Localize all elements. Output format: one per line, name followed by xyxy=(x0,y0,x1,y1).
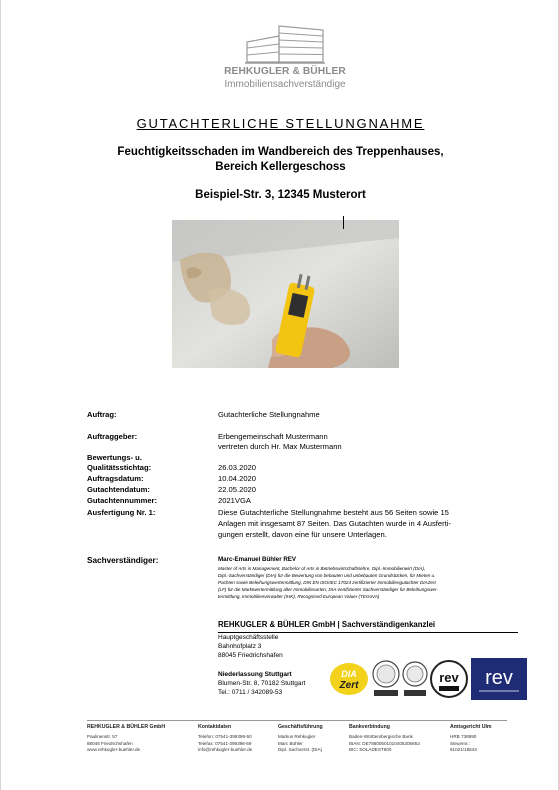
auftragsdatum-value: 10.04.2020 xyxy=(218,474,257,483)
footer-bank-line: Baden-Württembergische Bank xyxy=(349,734,413,740)
branch-street: Blumen-Str. 8, 70182 Stuttgart xyxy=(218,679,306,687)
footer-management-heading: Geschäftsführung xyxy=(278,724,323,730)
hq-street: Bahnhofplatz 3 xyxy=(218,642,262,650)
footer-contact-line: Telefon: 07541-399398-50 xyxy=(198,734,252,740)
property-address: Beispiel-Str. 3, 12345 Musterort xyxy=(195,189,366,201)
subtitle-line-2: Bereich Kellergeschoss xyxy=(215,161,346,173)
auftraggeber-label: Auftraggeber: xyxy=(87,432,138,441)
expert-desc-line: Pachten sowie Beleihungswertermittlung, DIN EN ISO/IEC 17024 zertifizierter Immobiliengutachter DIAZert xyxy=(218,579,436,585)
marketvalue-seal-1 xyxy=(371,659,401,699)
damage-photo xyxy=(172,220,399,368)
document-title: GUTACHTERLICHE STELLUNGNAHME xyxy=(136,116,425,131)
footer-contact-heading: Kontaktdaten xyxy=(198,724,232,730)
marketvalue-seal-2 xyxy=(401,659,429,699)
footer-company xyxy=(87,724,165,753)
footer-management-line: Dipl. Sachverst. (DIA) xyxy=(278,746,323,752)
ausfertigung-line-3: gungen erstellt, davon eine für unsere Unterlagen. xyxy=(218,530,387,539)
qualitaetsstichtag-value: 26.03.2020 xyxy=(218,463,257,472)
ausfertigung-line-1: Diese Gutachterliche Stellungnahme besteht aus 56 Seiten sowie 15 xyxy=(218,508,449,517)
expert-desc-line: termittlung, Immobilienverwalter (IHK), Recognised European Valuer (TEGoVA) xyxy=(218,593,380,599)
rev-seal-badge xyxy=(430,660,468,698)
firm-divider xyxy=(218,632,518,633)
headquarters-address xyxy=(218,634,283,660)
footer-bank-heading: Bankverbindung xyxy=(349,724,390,730)
dia-badge-text: DIA xyxy=(341,669,357,679)
footer-court xyxy=(450,724,492,753)
footer-management xyxy=(278,724,323,753)
footer-bank-line: BIC: SOLADEST600 xyxy=(349,746,392,752)
hq-city: 88045 Friedrichshafen xyxy=(218,651,283,659)
rev-seal-text: rev xyxy=(439,670,459,685)
ausfertigung-label: Ausfertigung Nr. 1: xyxy=(87,508,156,517)
company-logo xyxy=(220,24,350,94)
branch-phone: Tel.: 0711 / 342089-53 xyxy=(218,688,283,696)
document-subtitle xyxy=(101,145,460,175)
qualitaetsstichtag-label: Qualitätsstichtag: xyxy=(87,463,152,472)
footer-court-line: 61021/18543 xyxy=(450,746,477,752)
footer-company-heading: REHKUGLER & BÜHLER GmbH xyxy=(87,724,166,730)
gutachtendatum-value: 22.05.2020 xyxy=(218,485,257,494)
auftrag-value: Gutachterliche Stellungnahme xyxy=(218,410,320,419)
footer-court-heading: Amtsgericht Ulm xyxy=(450,724,492,730)
sachverstaendiger-label: Sachverständiger: xyxy=(87,556,159,565)
footer-company-line: 88046 Friedrichshafen xyxy=(87,740,133,746)
text-cursor xyxy=(343,216,344,229)
footer-company-line: Paulinenstr. 57 xyxy=(87,734,118,740)
expert-name: Marc-Emanuel Bühler REV xyxy=(218,556,297,563)
auftragsdatum-label: Auftragsdatum: xyxy=(87,474,144,483)
expert-desc-line: (LF) für die Marktwertermittlung aller Immobilienarten, DIA-zertifizierter Sachverständiger für Beleihungswer- xyxy=(218,586,438,592)
subtitle-line-1: Feuchtigkeitsschaden im Wandbereich des Treppenhauses, xyxy=(117,146,444,158)
bewertung-label: Bewertungs- u. xyxy=(87,453,142,462)
expert-desc-line: Master of Arts in Management, Bachelor of Arts in Betriebswirtschaftslehre, Dipl.-Immobilienwirt (DIA), xyxy=(218,566,426,571)
gutachtendatum-label: Gutachtendatum: xyxy=(87,485,150,494)
footer-bank xyxy=(349,724,420,753)
hq-label: Hauptgeschäftsstelle xyxy=(218,634,279,641)
footer-court-line: HRB 738990 xyxy=(450,734,477,740)
logo-subtitle: Immobiliensachverständige xyxy=(224,79,346,90)
footer-contact-line: Telefax: 07541-399398-59 xyxy=(198,740,252,746)
rev-logo-badge xyxy=(471,658,527,700)
expert-desc-line: Dipl.-Sachverständiger (DIA) für die Bewertung von bebauten und unbebauten Grundstücken, für Mieten u. xyxy=(218,572,436,578)
firm-name: REHKUGLER & BÜHLER GmbH | Sachverständigenkanzlei xyxy=(218,620,436,629)
logo-name: REHKUGLER & BÜHLER xyxy=(224,66,346,77)
footer-contact-email[interactable]: info@rehkugler-buehler.de xyxy=(198,746,253,752)
building-logo-icon xyxy=(245,24,325,64)
rev-logo-text: rev xyxy=(485,667,513,689)
gutachtennummer-label: Gutachtennummer: xyxy=(87,496,158,505)
branch-address xyxy=(218,671,305,697)
auftrag-label: Auftrag: xyxy=(87,410,117,419)
footer-divider xyxy=(87,720,507,721)
expert-qualifications xyxy=(218,566,493,601)
gutachtennummer-value: 2021VGA xyxy=(218,496,251,505)
footer-court-line: Steuernr.: xyxy=(450,740,470,746)
footer-management-line: Marc Bühler xyxy=(278,740,303,746)
footer-contact xyxy=(198,724,252,753)
auftraggeber-value-1: Erbengemeinschaft Mustermann xyxy=(218,432,328,441)
branch-label: Niederlassung Stuttgart xyxy=(218,671,292,678)
footer-management-line: Markus Rehkugler xyxy=(278,734,316,740)
dia-zert-badge xyxy=(329,661,369,697)
footer-company-link[interactable]: www.rehkugler-buehler.de xyxy=(87,746,141,752)
footer-bank-line: IBAN: DE78600501010405306653 xyxy=(349,740,420,746)
ausfertigung-line-2: Anlagen mit insgesamt 87 Seiten. Das Gutachten wurde in 4 Ausferti- xyxy=(218,519,451,528)
auftraggeber-value-2: vertreten durch Hr. Max Mustermann xyxy=(218,442,342,451)
zert-badge-text: Zert xyxy=(339,680,359,691)
